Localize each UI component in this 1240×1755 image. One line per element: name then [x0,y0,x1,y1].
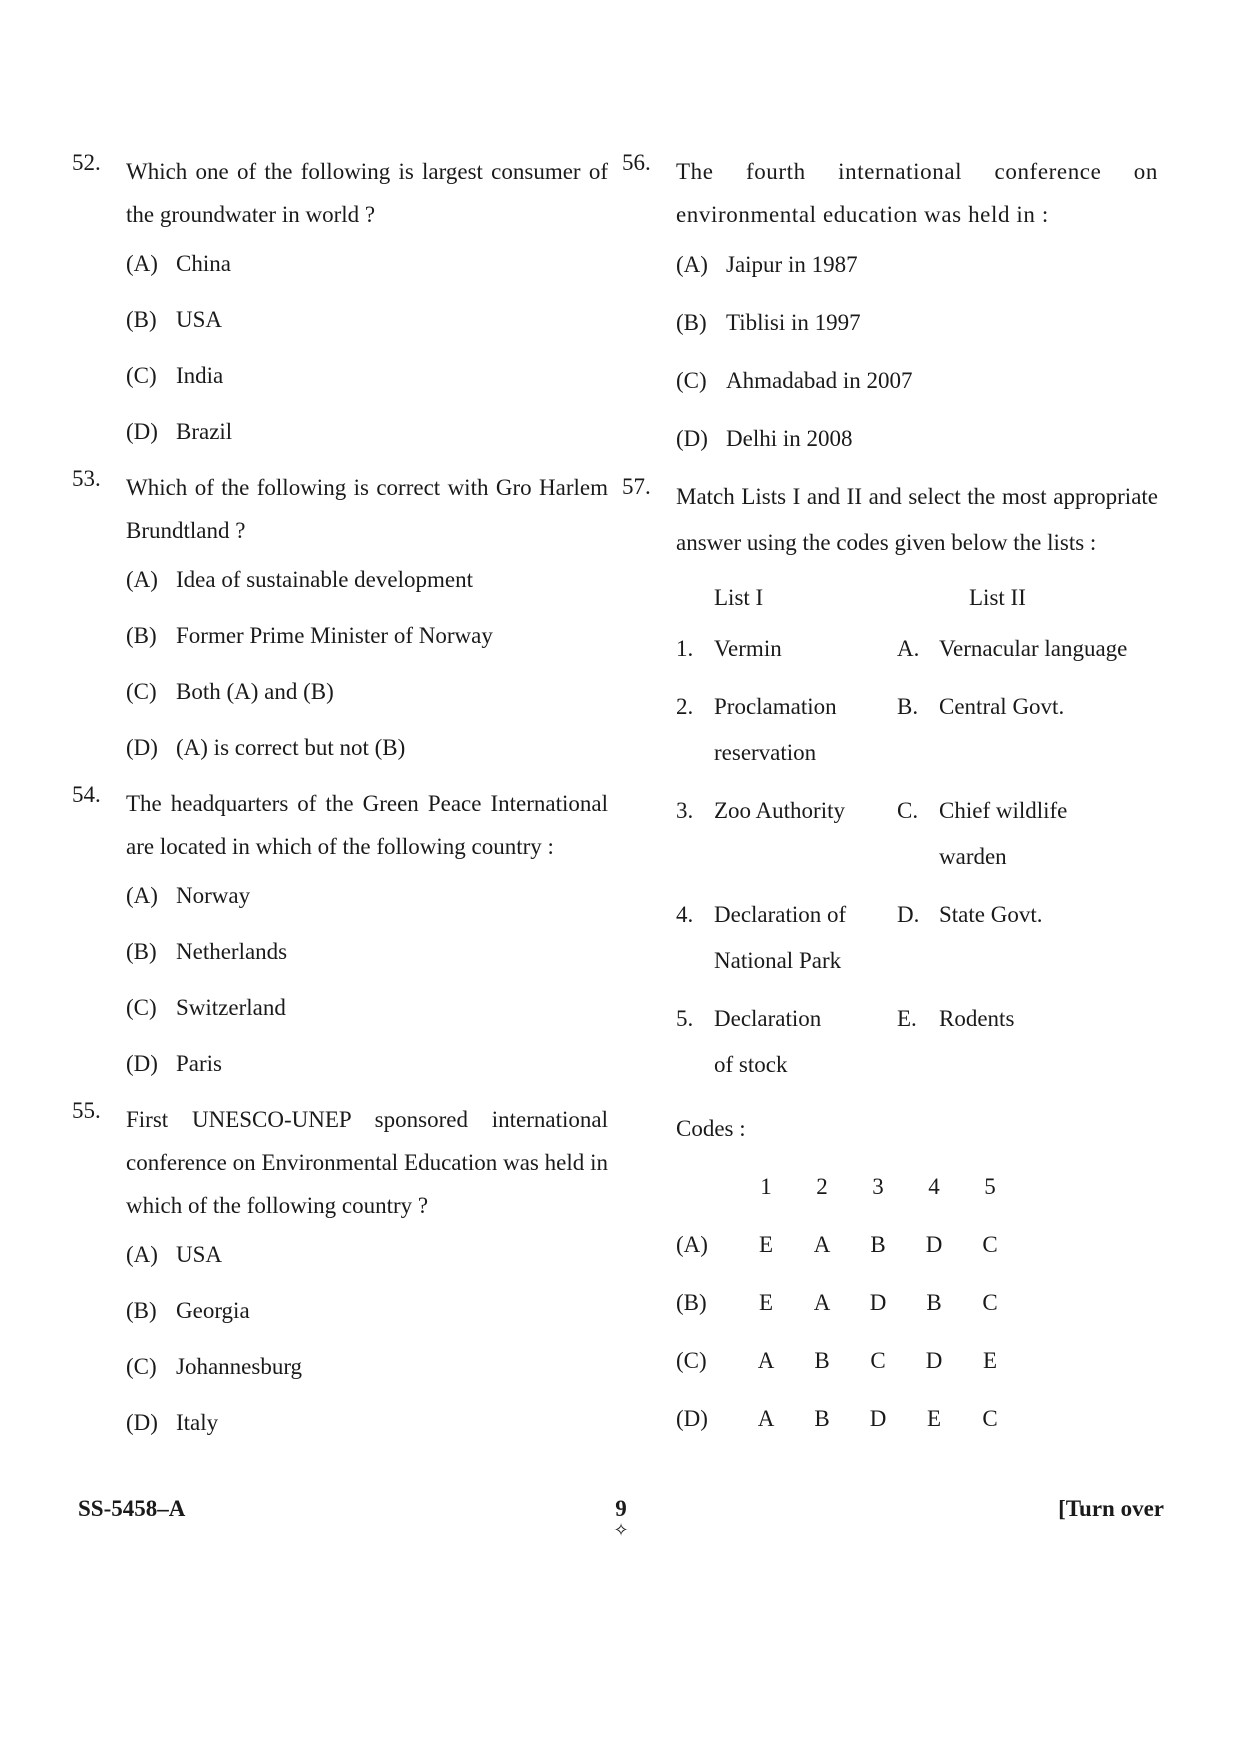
question-57 [622,474,1158,1448]
option-d: (D) Brazil [126,419,233,444]
option-c: (C) Ahmadabad in 2007 [676,368,913,393]
page-number: 9 [615,1496,627,1521]
option-b: (B) Tiblisi in 1997 [676,310,861,335]
option-a: (A) Norway [126,883,251,908]
list-2-heading: List II [969,585,1026,610]
option-b: (B) Netherlands [126,939,288,964]
code-option-a: (A) [676,1232,708,1257]
match-row: 4. Declaration of National Park D. State Govt. [676,902,1043,973]
question-number: 56. [622,150,651,175]
question-text: Which one of the following is largest consumer of the groundwater in world ? [126,159,608,227]
match-row: 2. Proclamation reservation B. Central Govt. [676,694,1065,765]
option-c: (C) India [126,363,224,388]
question-54 [72,782,608,1092]
question-text: First UNESCO-UNEP sponsored international conference on Environmental Education was held in which of the following country ? [126,1107,608,1218]
option-b: (B) USA [126,307,223,332]
option-b: (B) Georgia [126,1298,250,1323]
codes-table: 1 2 3 4 5 (A) E A B D C (B) E A D B C (C) A B C D E (D) A B D E C [676,1158,1158,1448]
lists-header [676,570,1158,626]
question-number: 55. [72,1098,101,1123]
question-number: 57. [622,474,651,499]
match-row: 3. Zoo Authority C. Chief wildlife warden [676,798,1068,869]
option-d: (D) Delhi in 2008 [676,426,853,451]
codes-label: Codes : [676,1116,746,1141]
option-a: (A) Jaipur in 1987 [676,252,858,277]
left-column [72,150,608,1457]
option-d: (D) Italy [126,1410,219,1435]
option-b: (B) Former Prime Minister of Norway [126,623,493,648]
question-text: Which of the following is correct with Gro Harlem Brundtland ? [126,475,608,543]
code-option-b: (B) [676,1290,707,1315]
question-text: The headquarters of the Green Peace International are located in which of the following country : [126,791,608,859]
question-56 [622,150,1158,468]
right-column [622,150,1158,1454]
question-53 [72,466,608,776]
question-number: 54. [72,782,101,807]
match-row: 5. Declaration of stock E. Rodents [676,1006,1015,1077]
question-55 [72,1098,608,1451]
code-option-d: (D) [676,1406,708,1431]
code-option-c: (C) [676,1348,707,1373]
question-number: 53. [72,466,101,491]
match-row: 1. Vermin A. Vernacular language [676,636,1128,661]
option-c: (C) Johannesburg [126,1354,303,1379]
paper-code: SS-5458–A [78,1496,186,1521]
option-c: (C) Switzerland [126,995,286,1020]
list-1-heading: List I [714,585,764,610]
turn-over-label: [Turn over [1058,1496,1164,1521]
option-d: (D) Paris [126,1051,222,1076]
question-text: The fourth international conference on environmental education was held in : [676,159,1158,227]
star-icon: ✧ [613,1520,629,1540]
option-a: (A) China [126,251,231,276]
question-text: Match Lists I and II and select the most appropriate answer using the codes given below the lists : [676,484,1158,555]
option-d: (D) (A) is correct but not (B) [126,735,406,760]
question-52 [72,150,608,460]
option-c: (C) Both (A) and (B) [126,679,334,704]
option-a: (A) Idea of sustainable development [126,567,473,592]
question-number: 52. [72,150,101,175]
option-a: (A) USA [126,1242,223,1267]
